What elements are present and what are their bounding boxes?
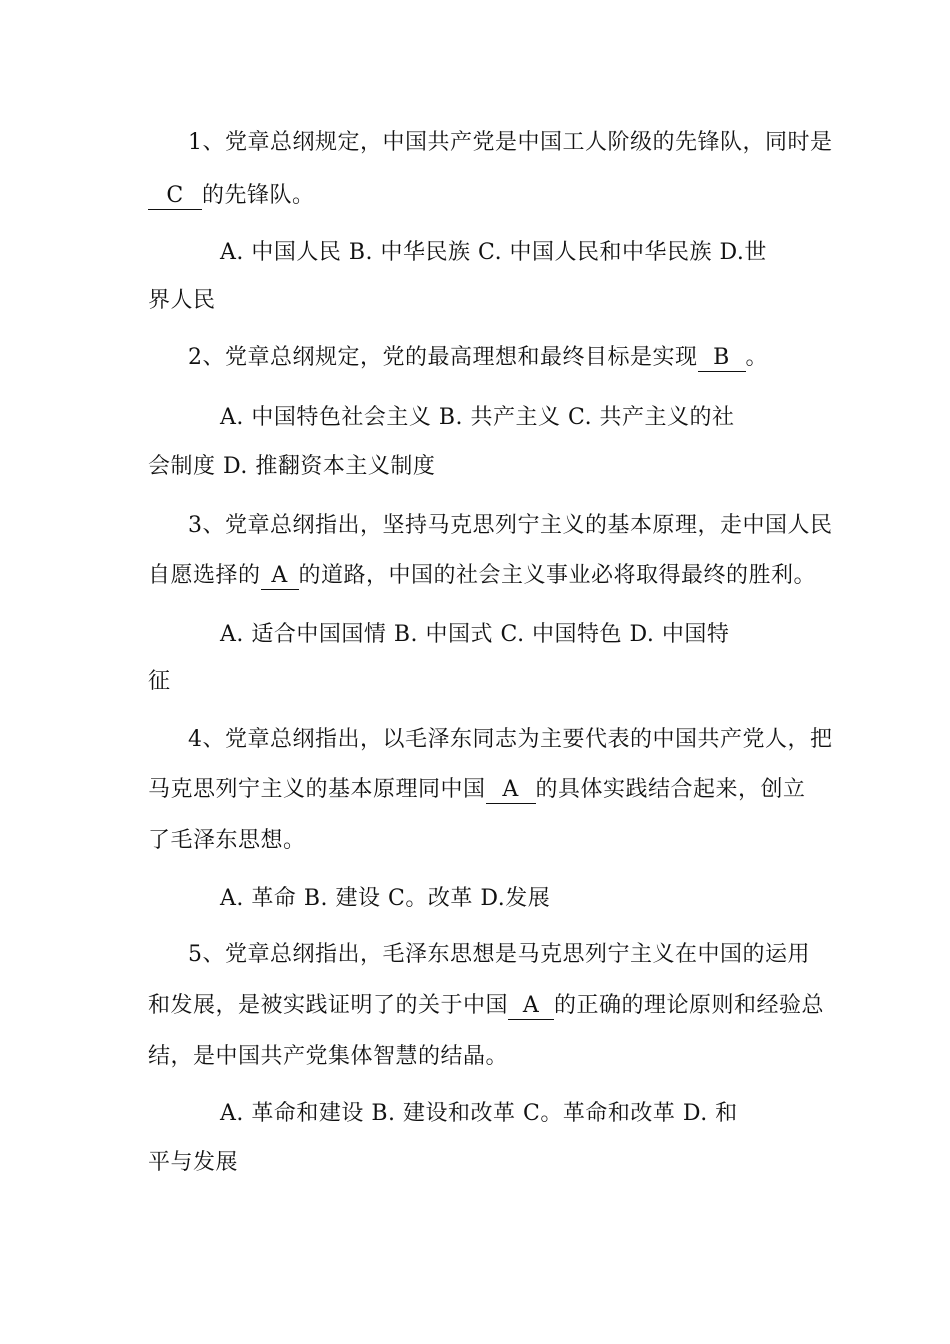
question-1-options-line-2: 界人民: [148, 288, 216, 313]
question-5-stem-line-3: 结，是中国共产党集体智慧的结晶。: [148, 1044, 509, 1069]
stem-text: 的先锋队。: [202, 183, 315, 208]
question-2-stem-line-1: [188, 343, 768, 373]
question-5-stem-line-1: 5、党章总纲指出，毛泽东思想是马克思列宁主义在中国的运用: [188, 942, 810, 967]
question-5-options-line-2: 平与发展: [148, 1150, 239, 1175]
answer-blank: A: [261, 563, 299, 590]
question-4-stem-line-1: 4、党章总纲指出，以毛泽东同志为主要代表的中国共产党人，把: [188, 727, 833, 752]
question-1-options-line-1: A. 中国人民 B. 中华民族 C. 中国人民和中华民族 D.世: [220, 240, 767, 265]
question-2-options-line-1: A. 中国特色社会主义 B. 共产主义 C. 共产主义的社: [220, 405, 735, 430]
stem-text: 马克思列宁主义的基本原理同中国: [148, 777, 486, 802]
question-3-options-line-2: 征: [148, 669, 171, 694]
question-4-stem-line-3: 了毛泽东思想。: [148, 828, 306, 853]
question-4-options-line-1: A. 革命 B. 建设 C。改革 D.发展: [220, 886, 551, 911]
question-3-stem-line-1: 3、党章总纲指出，坚持马克思列宁主义的基本原理，走中国人民: [188, 513, 833, 538]
question-4-stem-line-2: [148, 775, 806, 805]
answer-blank: A: [508, 993, 554, 1020]
question-2-options-line-2: 会制度 D. 推翻资本主义制度: [148, 454, 436, 479]
stem-text: 2、党章总纲规定，党的最高理想和最终目标是实现: [188, 345, 698, 370]
stem-text: 的正确的理论原则和经验总: [554, 993, 825, 1018]
question-5-options-line-1: A. 革命和建设 B. 建设和改革 C。革命和改革 D. 和: [220, 1101, 738, 1126]
question-5-stem-line-2: [148, 991, 824, 1021]
question-1-stem-line-1: 1、党章总纲规定，中国共产党是中国工人阶级的先锋队，同时是: [188, 130, 833, 155]
stem-text: 自愿选择的: [148, 563, 261, 588]
stem-text: 。: [745, 345, 769, 370]
question-1-stem-line-2: [148, 181, 315, 211]
answer-blank: B: [698, 345, 746, 372]
stem-text: 的道路，中国的社会主义事业必将取得最终的胜利。: [298, 563, 817, 588]
answer-blank: A: [486, 777, 536, 804]
stem-text: 的具体实践结合起来，创立: [535, 777, 806, 802]
question-3-stem-line-2: [148, 561, 816, 591]
stem-text: 和发展，是被实践证明了的关于中国: [148, 993, 509, 1018]
question-3-options-line-1: A. 适合中国国情 B. 中国式 C. 中国特色 D. 中国特: [220, 622, 730, 647]
answer-blank: C: [148, 183, 202, 210]
